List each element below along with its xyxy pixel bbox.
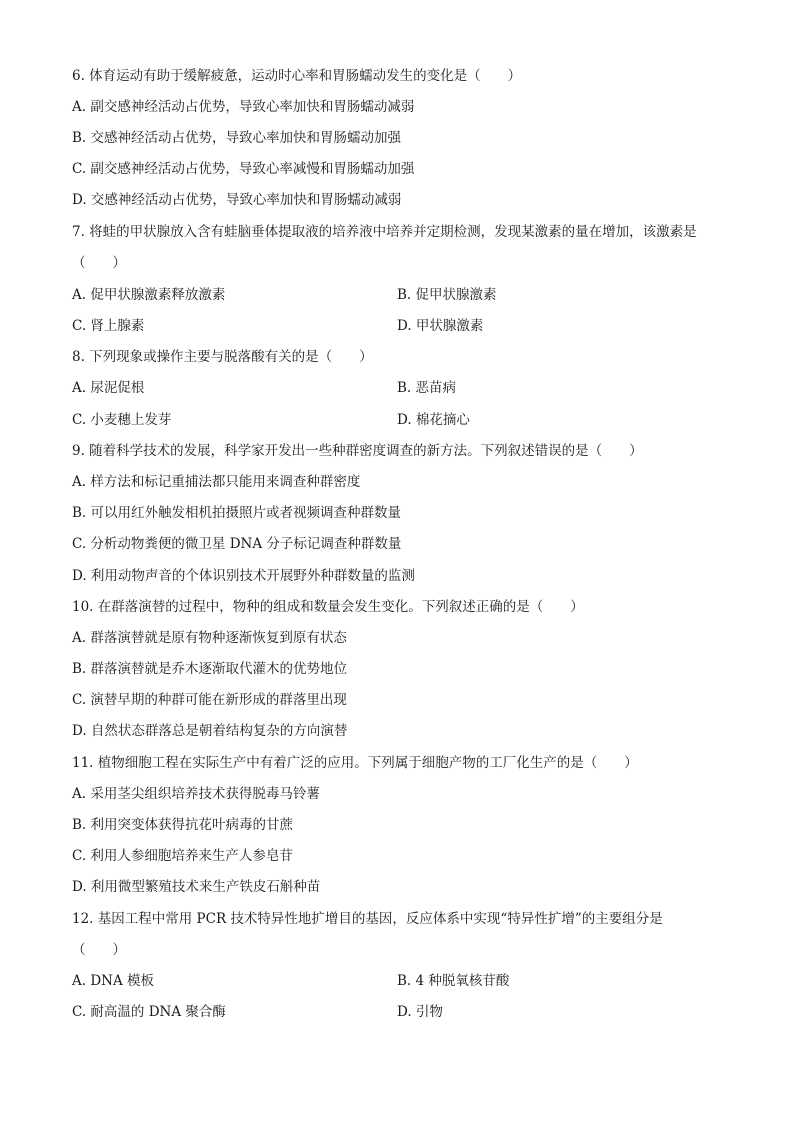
question-11-option-c: C. 利用人参细胞培养来生产人参皂苷: [72, 848, 293, 864]
question-8-stem: 8. 下列现象或操作主要与脱落酸有关的是（ ）: [72, 349, 373, 365]
question-12-option-a: A. DNA 模板: [72, 973, 155, 989]
question-8-option-a: A. 尿泥促根: [72, 380, 145, 396]
question-10-option-a: A. 群落演替就是原有物种逐渐恢复到原有状态: [72, 630, 347, 646]
question-6-option-d: D. 交感神经活动占优势，导致心率加快和胃肠蠕动减弱: [72, 192, 402, 208]
question-6-option-c: C. 副交感神经活动占优势，导致心率减慢和胃肠蠕动加强: [72, 161, 415, 177]
question-12-stem: 12. 基因工程中常用 PCR 技术特异性地扩增目的基因，反应体系中实现“特异性扩增”的主要组分是: [72, 911, 663, 927]
question-10-option-d: D. 自然状态群落总是朝着结构复杂的方向演替: [72, 723, 348, 739]
question-12-option-b: B. 4 种脱氧核苷酸: [397, 973, 510, 989]
question-9-stem: 9. 随着科学技术的发展，科学家开发出一些种群密度调查的新方法。下列叙述错误的是（ ）: [72, 443, 643, 459]
question-6-stem: 6. 体育运动有助于缓解疲惫，运动时心率和胃肠蠕动发生的变化是（ ）: [72, 68, 522, 84]
question-8-option-d: D. 棉花摘心: [397, 412, 470, 428]
question-9-option-d: D. 利用动物声音的个体识别技术开展野外种群数量的监测: [72, 568, 415, 584]
question-12-option-c: C. 耐高温的 DNA 聚合酶: [72, 1004, 226, 1020]
question-12-stem-continued: （ ）: [72, 942, 126, 958]
question-11-option-b: B. 利用突变体获得抗花叶病毒的甘蔗: [72, 817, 294, 833]
question-10-option-b: B. 群落演替就是乔木逐渐取代灌木的优势地位: [72, 661, 348, 677]
question-6-option-a: A. 副交感神经活动占优势，导致心率加快和胃肠蠕动减弱: [72, 99, 415, 115]
question-10-option-c: C. 演替早期的种群可能在新形成的群落里出现: [72, 692, 347, 708]
question-7-option-d: D. 甲状腺激素: [397, 318, 484, 334]
question-7-stem-continued: （ ）: [72, 255, 126, 271]
question-6-option-b: B. 交感神经活动占优势，导致心率加快和胃肠蠕动加强: [72, 130, 402, 146]
question-7-option-a: A. 促甲状腺激素释放激素: [72, 287, 226, 303]
question-11-option-a: A. 采用茎尖组织培养技术获得脱毒马铃薯: [72, 786, 320, 802]
question-9-option-a: A. 样方法和标记重捕法都只能用来调查种群密度: [72, 474, 361, 490]
question-9-option-b: B. 可以用红外触发相机拍摄照片或者视频调查种群数量: [72, 505, 402, 521]
question-8-option-b: B. 恶苗病: [397, 380, 457, 396]
question-7-option-b: B. 促甲状腺激素: [397, 287, 497, 303]
question-12-option-d: D. 引物: [397, 1004, 443, 1020]
question-7-option-c: C. 肾上腺素: [72, 318, 145, 334]
question-9-option-c: C. 分析动物粪便的微卫星 DNA 分子标记调查种群数量: [72, 536, 402, 552]
question-7-stem: 7. 将蛙的甲状腺放入含有蛙脑垂体提取液的培养液中培养并定期检测，发现某激素的量在增加，该激素是: [72, 224, 697, 240]
question-10-stem: 10. 在群落演替的过程中，物种的组成和数量会发生变化。下列叙述正确的是（ ）: [72, 599, 584, 615]
question-11-option-d: D. 利用微型繁殖技术来生产铁皮石斛种苗: [72, 879, 321, 895]
question-11-stem: 11. 植物细胞工程在实际生产中有着广泛的应用。下列属于细胞产物的工厂化生产的是（ ）: [72, 755, 638, 771]
question-8-option-c: C. 小麦穗上发芽: [72, 412, 172, 428]
